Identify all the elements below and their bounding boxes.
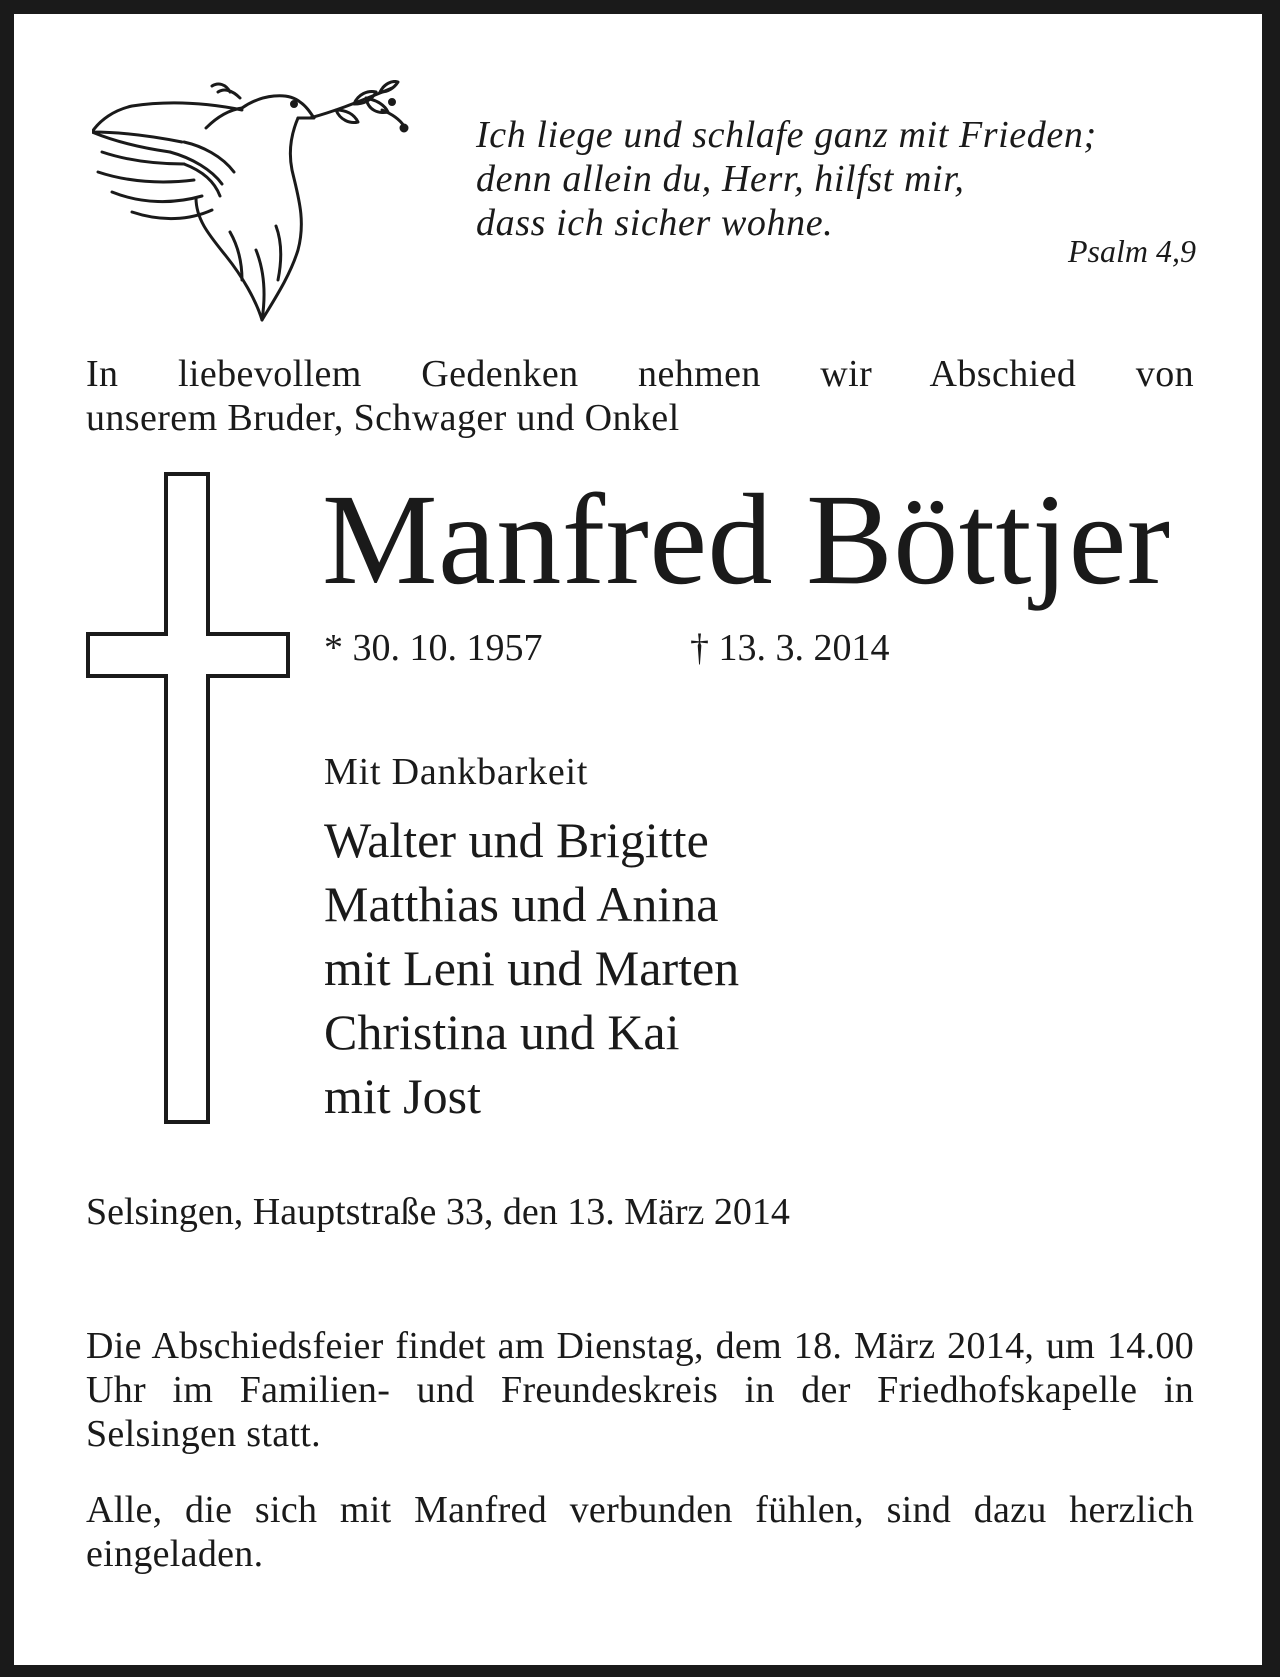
- mourner-line: mit Jost: [324, 1068, 481, 1124]
- place-and-date: Selsingen, Hauptstraße 33, den 13. März 2014: [86, 1191, 790, 1233]
- intro-line: unserem Bruder, Schwager und Onkel: [86, 397, 680, 439]
- death-date: † 13. 3. 2014: [690, 627, 890, 669]
- birth-date: * 30. 10. 1957: [324, 627, 543, 669]
- cross-icon: [86, 472, 290, 1124]
- verse-line: Ich liege und schlafe ganz mit Frieden;: [476, 114, 1097, 156]
- mourner-line: Walter und Brigitte: [324, 812, 709, 868]
- intro-text: [86, 352, 1194, 440]
- bible-verse: [476, 113, 1097, 245]
- mourners-list: [324, 808, 739, 1128]
- verse-line: denn allein du, Herr, hilfst mir,: [476, 158, 965, 200]
- mourner-line: Matthias und Anina: [324, 876, 719, 932]
- mourners-heading: Mit Dankbarkeit: [324, 751, 589, 793]
- deceased-name: Manfred Böttjer: [322, 468, 1171, 612]
- ceremony-text: Die Abschiedsfeier findet am Dienstag, dem 18. März 2014, um 14.00 Uhr im Familien- und Freundeskreis in der Friedhofskapelle in Selsingen statt.: [86, 1325, 1194, 1455]
- intro-line: In liebevollem Gedenken nehmen wir Abschied von: [86, 353, 1194, 395]
- mourner-line: mit Leni und Marten: [324, 940, 740, 996]
- dove-icon: [92, 80, 410, 326]
- invitation-text: Alle, die sich mit Manfred verbunden fühlen, sind dazu herzlich eingeladen.: [86, 1489, 1194, 1575]
- verse-line: dass ich sicher wohne.: [476, 202, 834, 244]
- verse-source: Psalm 4,9: [1068, 233, 1196, 269]
- mourner-line: Christina und Kai: [324, 1004, 680, 1060]
